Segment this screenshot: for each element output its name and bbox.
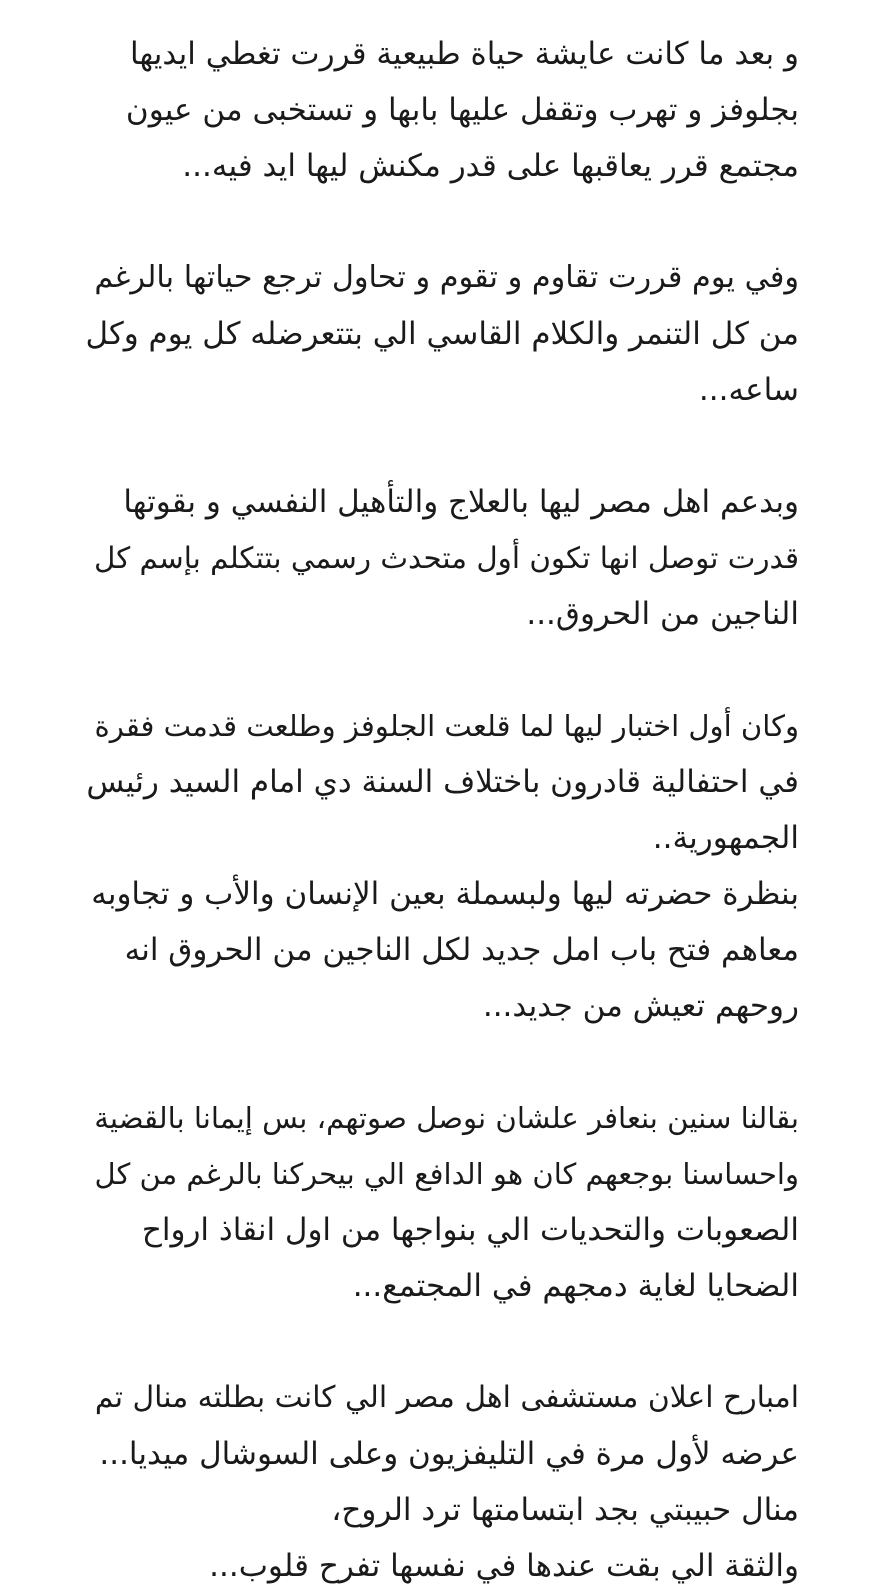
text-line: ساعه...: [698, 372, 799, 408]
paragraph-2: [80, 250, 799, 418]
paragraph-3: [80, 474, 799, 642]
text-line: الضحايا لغاية دمجهم في المجتمع...: [352, 1268, 799, 1304]
paragraph-5: [80, 1090, 799, 1314]
text-line: واحساسنا بوجعهم كان هو الدافع الي بيحركنا بالرغم من كل: [94, 1157, 799, 1191]
text-line: الجمهورية..: [652, 820, 799, 856]
text-line: روحهم تعيش من جديد...: [482, 988, 799, 1024]
text-line: من كل التنمر والكلام القاسي الي بتتعرضله كل يوم وكل: [85, 316, 799, 352]
text-line: بجلوفز و تهرب وتقفل عليها بابها و تستخبى من عيون: [125, 92, 799, 128]
text-line: والثقة الي بقت عندها في نفسها تفرح قلوب...: [209, 1548, 799, 1584]
paragraph-1: [80, 26, 799, 194]
text-line: الصعوبات والتحديات الي بنواجها من اول انقاذ ارواح: [141, 1212, 799, 1248]
text-line: منال حبيبتي بجد ابتسامتها ترد الروح،: [331, 1492, 799, 1528]
text-line: وبدعم اهل مصر ليها بالعلاج والتأهيل النفسي و بقوتها: [123, 484, 799, 520]
text-line: في احتفالية قادرون باختلاف السنة دي امام السيد رئيس: [86, 764, 799, 800]
paragraph-6: [80, 1370, 799, 1594]
text-line: بقالنا سنين بنعافر علشان نوصل صوتهم، بس إيمانا بالقضية: [94, 1101, 799, 1135]
text-line: امبارح اعلان مستشفى اهل مصر الي كانت بطلته منال تم: [94, 1380, 799, 1415]
text-line: معاهم فتح باب امل جديد لكل الناجين من الحروق انه: [124, 932, 799, 968]
text-line: مجتمع قرر يعاقبها على قدر مكنش ليها ايد فيه...: [182, 148, 799, 184]
paragraph-4: [80, 698, 799, 1034]
text-line: بنظرة حضرته ليها ولبسملة بعين الإنسان والأب و تجاوبه: [91, 876, 799, 912]
text-line: و بعد ما كانت عايشة حياة طبيعية قررت تغطي ايديها: [130, 36, 799, 72]
text-line: وكان أول اختبار ليها لما قلعت الجلوفز وطلعت قدمت فقرة: [94, 709, 799, 743]
text-line: الناجين من الحروق...: [526, 596, 799, 632]
text-line: قدرت توصل انها تكون أول متحدث رسمي بتتكلم بإسم كل: [94, 541, 799, 575]
text-line: وفي يوم قررت تقاوم و تقوم و تحاول ترجع حياتها بالرغم: [94, 260, 799, 295]
text-line: عرضه لأول مرة في التليفزيون وعلى السوشال ميديا...: [99, 1436, 799, 1472]
